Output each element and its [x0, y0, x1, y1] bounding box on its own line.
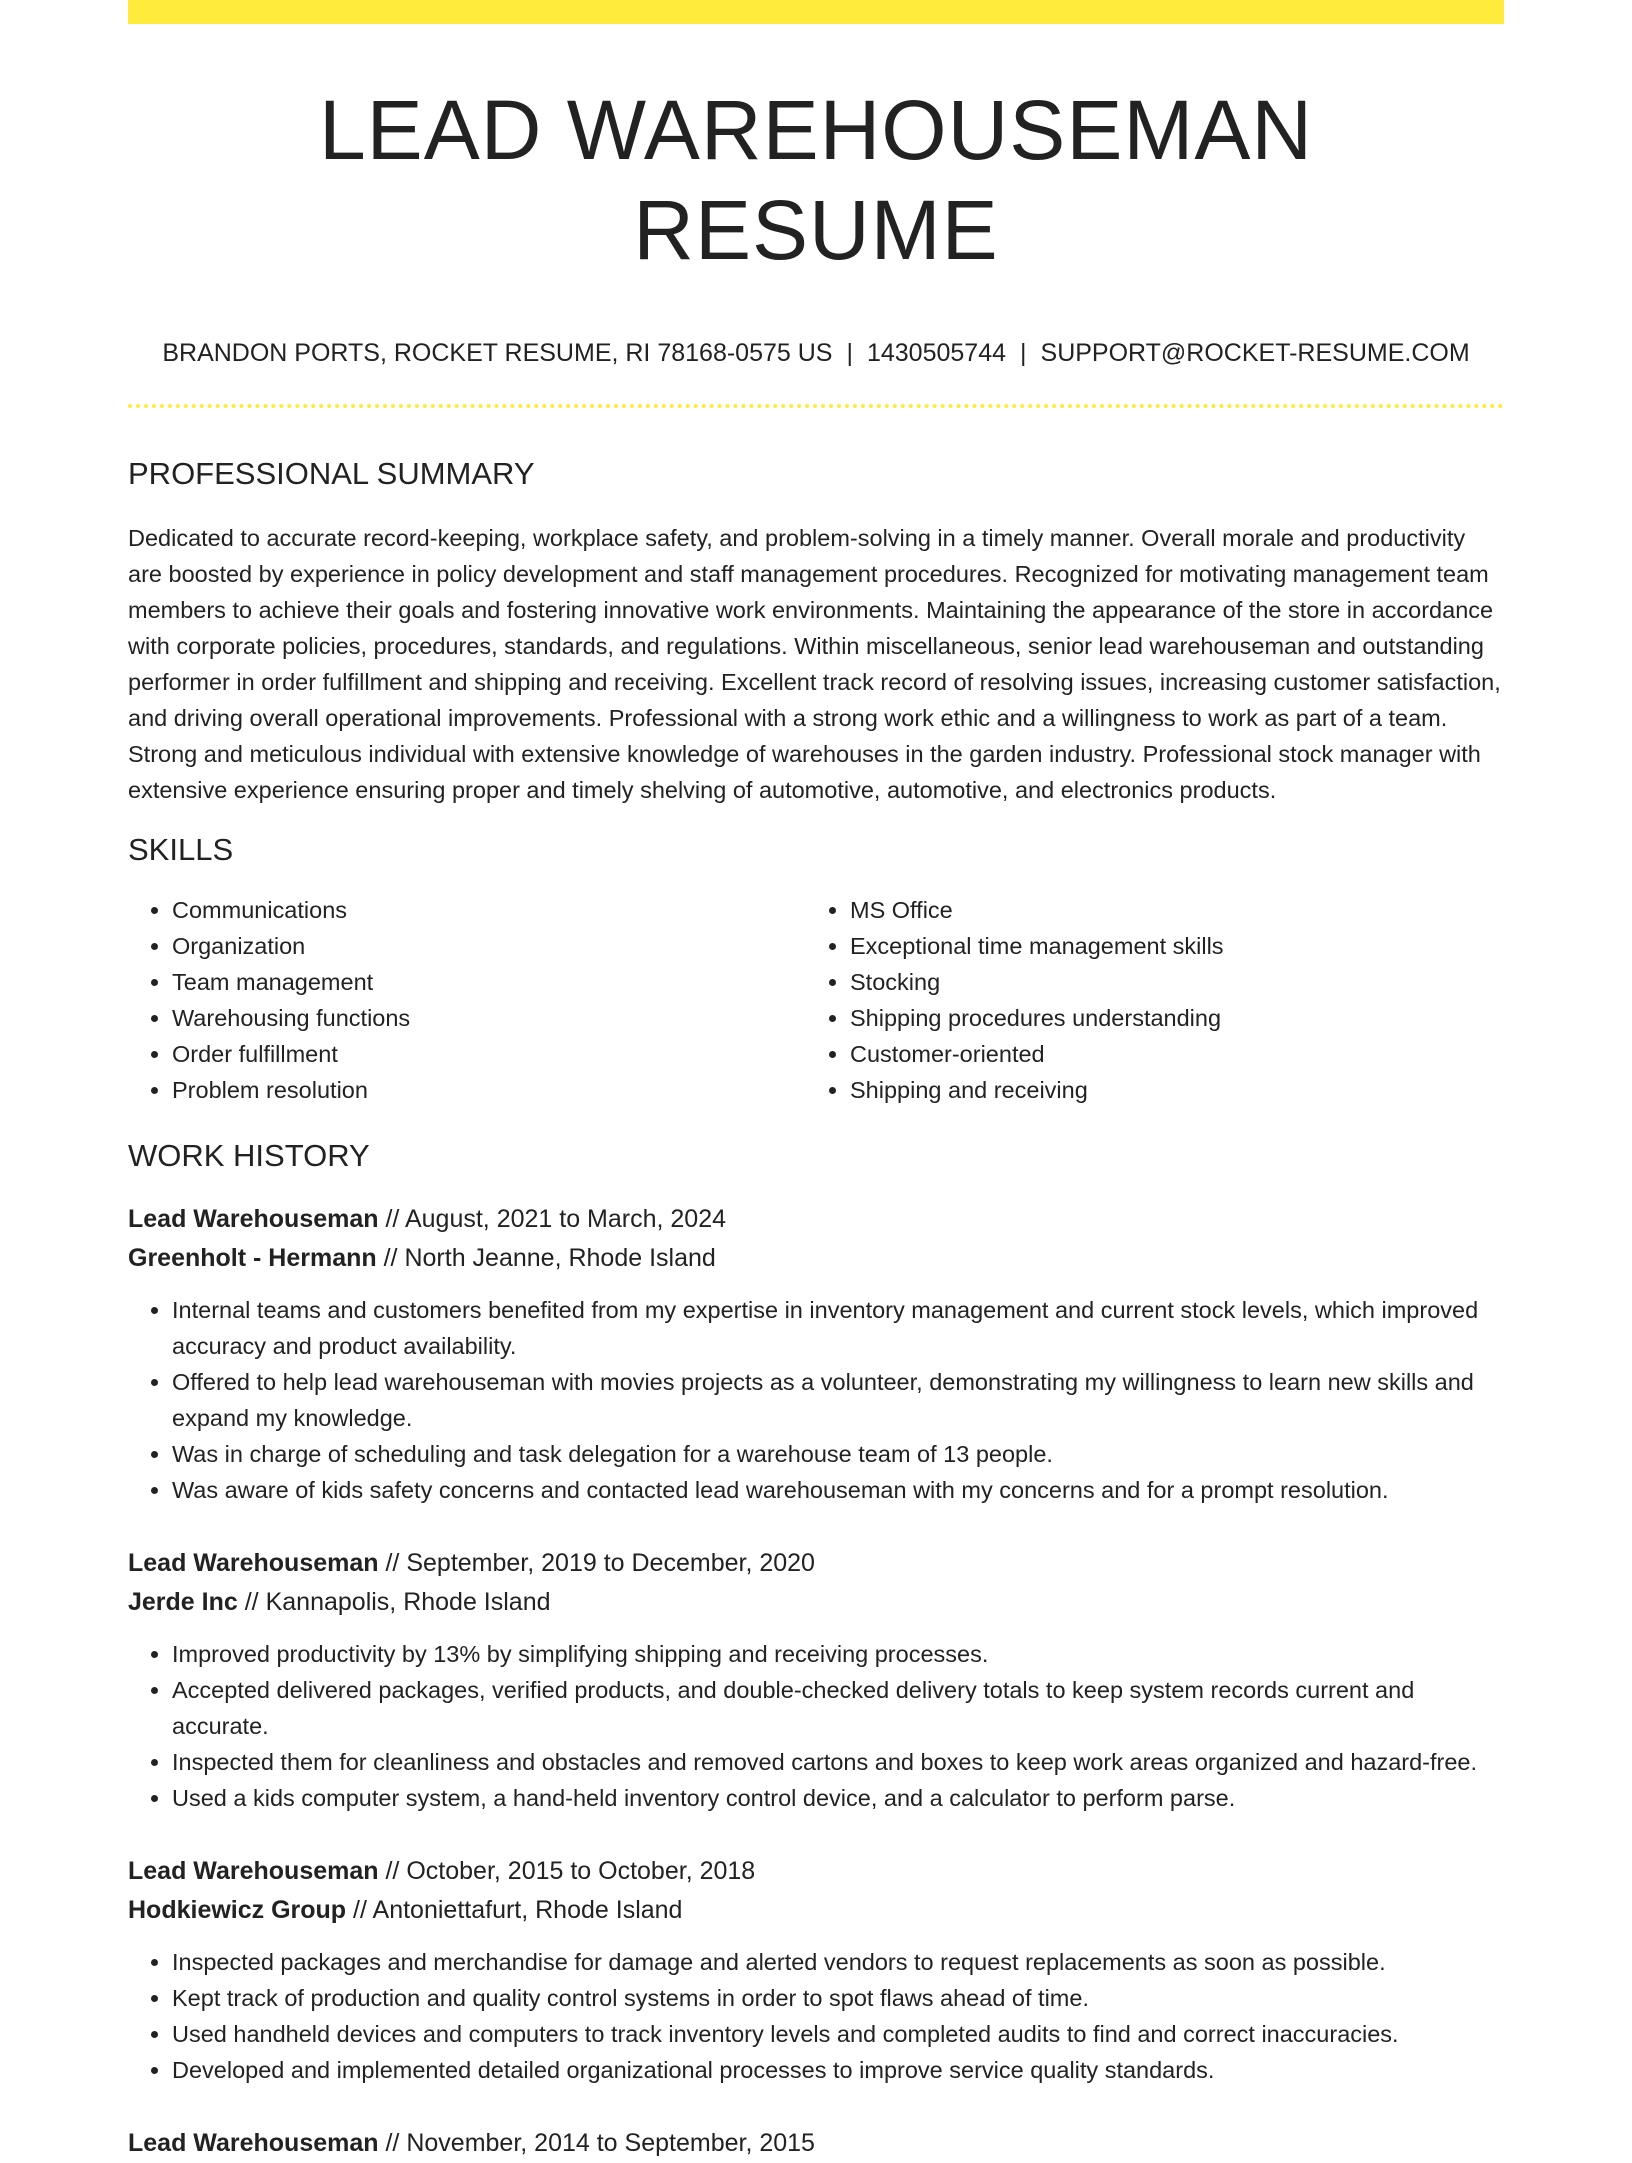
skills-list — [128, 892, 1504, 1108]
contact-separator: | — [1020, 339, 1027, 367]
job-entry — [128, 1852, 1504, 2088]
contact-email: SUPPORT@ROCKET-RESUME.COM — [1040, 339, 1470, 367]
contact-line — [128, 336, 1504, 370]
skills-heading: SKILLS — [128, 832, 234, 867]
skill-item: • Organization — [172, 928, 806, 964]
job-title-line — [128, 1200, 1504, 1239]
contact-address: BRANDON PORTS, ROCKET RESUME, RI 78168-0575 US — [162, 339, 833, 367]
job-dates: August, 2021 to March, 2024 — [404, 1205, 727, 1233]
skill-item: • Problem resolution — [172, 1072, 806, 1108]
job-title: Lead Warehouseman — [128, 2129, 379, 2157]
job-separator: // — [244, 1588, 259, 1616]
skill-item: • Communications — [172, 892, 806, 928]
skill-item: • Warehousing functions — [172, 1000, 806, 1036]
job-bullet: • Offered to help lead warehouseman with movies projects as a volunteer, demonstrating my willingness to learn new skills and expand my knowledge. — [172, 1364, 1504, 1436]
job-entry — [128, 1544, 1504, 1816]
skill-item: • Order fulfillment — [172, 1036, 806, 1072]
job-bullet: • Was in charge of scheduling and task delegation for a warehouse team of 13 people. — [172, 1436, 1504, 1472]
job-location: Kannapolis, Rhode Island — [265, 1588, 551, 1616]
summary-text: Dedicated to accurate record-keeping, workplace safety, and problem-solving in a timely manner. Overall morale and productivity are boosted by experience in policy development and staff management procedures. Recognized for motivating management team members to achieve their goals and fostering innovative work environments. Maintaining the appearance of the store in accordance with corporate policies, procedures, standards, and regulations. Within miscellaneous, senior lead warehouseman and outstanding performer in order fulfillment and shipping and receiving. Excellent track record of resolving issues, increasing customer satisfaction, and driving overall operational improvements. Professional with a strong work ethic and a willingness to work as part of a team. Strong and meticulous individual with extensive knowledge of warehouses in the garden industry. Professional stock manager with extensive experience ensuring proper and timely shelving of automotive, automotive, and electronics products. — [128, 525, 1501, 803]
job-title-line — [128, 2124, 1504, 2163]
job-title-line — [128, 1852, 1504, 1891]
job-bullet: • Improved productivity by 13% by simplifying shipping and receiving processes. — [172, 1636, 1504, 1672]
job-bullet: • Inspected them for cleanliness and obstacles and removed cartons and boxes to keep work areas organized and hazard-free. — [172, 1744, 1504, 1780]
job-company-line — [128, 1239, 1504, 1278]
resume-page — [128, 0, 1504, 2163]
contact-separator: | — [846, 339, 853, 367]
job-company: Jerde Inc — [128, 1588, 238, 1616]
job-company: Hodkiewicz Group — [128, 1896, 347, 1924]
job-separator: // — [353, 1896, 367, 1924]
job-separator: // — [385, 1857, 400, 1885]
job-company-line — [128, 1583, 1504, 1622]
job-company-line — [128, 1891, 1504, 1930]
job-bullet: • Internal teams and customers benefited from my expertise in inventory management and current stock levels, which improved accuracy and product availability. — [172, 1292, 1504, 1364]
job-bullet: • Kept track of production and quality control systems in order to spot flaws ahead of time. — [172, 1980, 1504, 2016]
skill-item: • Stocking — [850, 964, 1484, 1000]
job-title-line — [128, 1544, 1504, 1583]
job-bullet: • Inspected packages and merchandise for damage and alerted vendors to request replacements as soon as possible. — [172, 1944, 1504, 1980]
skill-item: • Exceptional time management skills — [850, 928, 1484, 964]
job-bullet: • Developed and implemented detailed organizational processes to improve service quality standards. — [172, 2052, 1504, 2088]
job-separator: // — [385, 2129, 400, 2157]
job-company: Greenholt - Hermann — [128, 1244, 377, 1272]
job-separator: // — [385, 1549, 400, 1577]
job-title: Lead Warehouseman — [128, 1205, 379, 1233]
job-dates: September, 2019 to December, 2020 — [406, 1549, 815, 1577]
skill-item: • Team management — [172, 964, 806, 1000]
job-bullets — [128, 1636, 1504, 1816]
job-bullet: • Used handheld devices and computers to track inventory levels and completed audits to find and correct inaccuracies. — [172, 2016, 1504, 2052]
accent-bar — [128, 0, 1504, 24]
contact-phone: 1430505744 — [866, 339, 1007, 367]
job-bullets — [128, 1292, 1504, 1508]
job-bullets — [128, 1944, 1504, 2088]
skills-column-left — [128, 892, 806, 1108]
job-dates: November, 2014 to September, 2015 — [406, 2129, 815, 2157]
skill-item: • Shipping and receiving — [850, 1072, 1484, 1108]
skill-item: • Customer-oriented — [850, 1036, 1484, 1072]
job-entry — [128, 1200, 1504, 1508]
skills-column-right — [806, 892, 1484, 1108]
job-bullet: • Was aware of kids safety concerns and contacted lead warehouseman with my concerns and for a prompt resolution. — [172, 1472, 1504, 1508]
dotted-divider — [128, 404, 1504, 408]
job-entry — [128, 2124, 1504, 2163]
summary-heading: PROFESSIONAL SUMMARY — [128, 456, 535, 491]
job-title: Lead Warehouseman — [128, 1857, 379, 1885]
job-bullet: • Used a kids computer system, a hand-held inventory control device, and a calculator to perform parse. — [172, 1780, 1504, 1816]
skill-item: • Shipping procedures understanding — [850, 1000, 1484, 1036]
resume-title: LEAD WAREHOUSEMAN RESUME — [318, 83, 1314, 277]
job-separator: // — [383, 1244, 398, 1272]
job-bullet: • Accepted delivered packages, verified products, and double-checked delivery totals to keep system records current and accurate. — [172, 1672, 1504, 1744]
job-location: North Jeanne, Rhode Island — [404, 1244, 716, 1272]
job-dates: October, 2015 to October, 2018 — [406, 1857, 756, 1885]
skill-item: • MS Office — [850, 892, 1484, 928]
job-title: Lead Warehouseman — [128, 1549, 379, 1577]
work-history-heading: WORK HISTORY — [128, 1138, 370, 1173]
job-separator: // — [385, 1205, 400, 1233]
job-location: Antoniettafurt, Rhode Island — [372, 1896, 683, 1924]
